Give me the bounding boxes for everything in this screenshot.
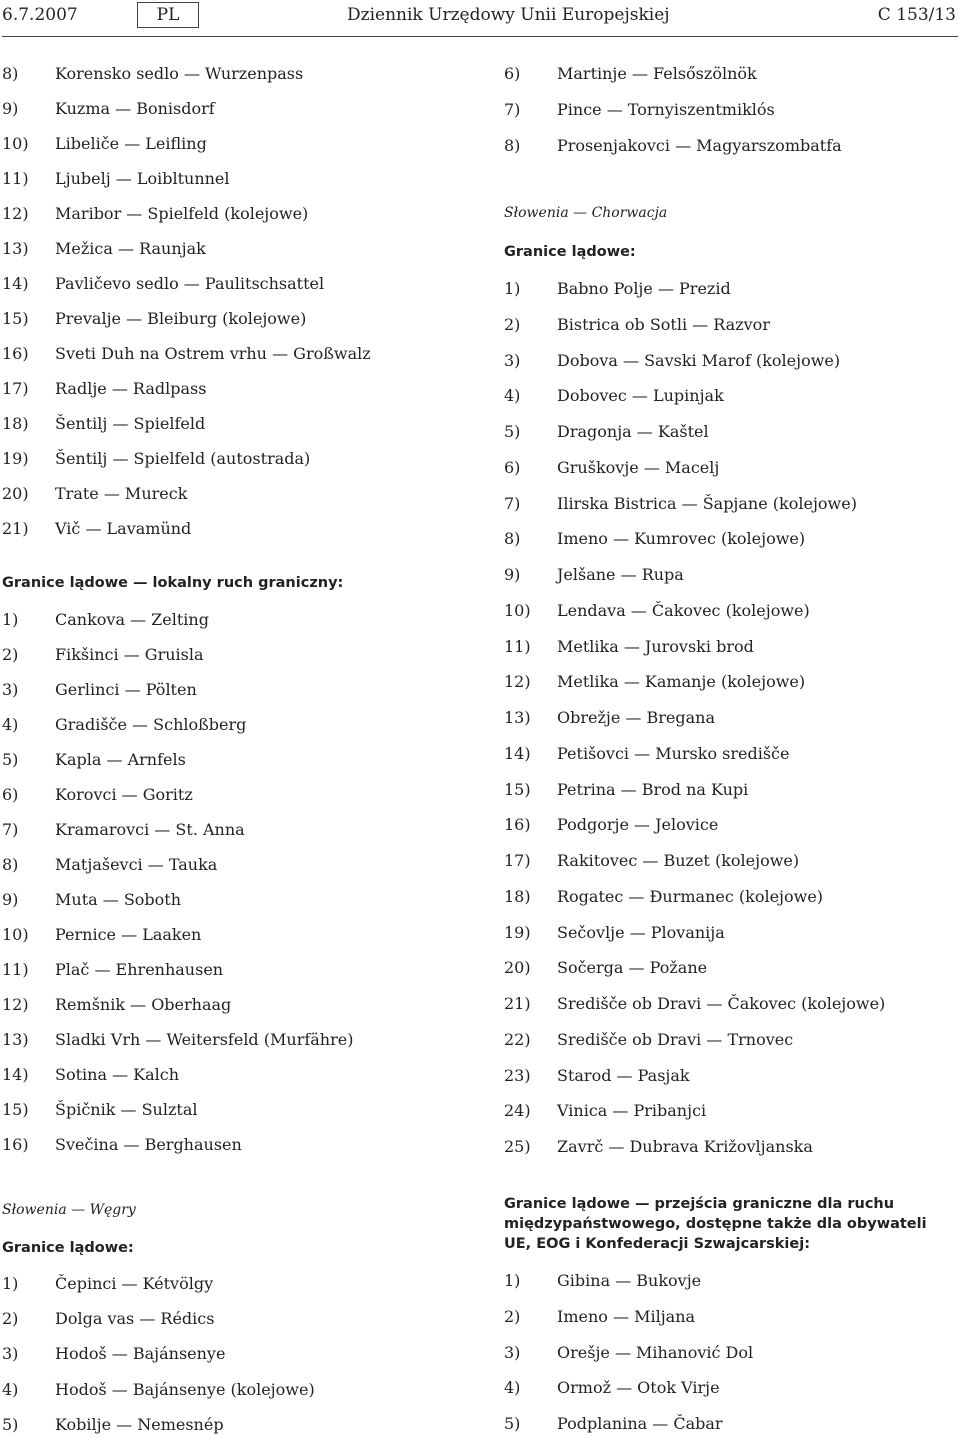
crossing-name: Ormož — Otok Virje — [557, 1378, 720, 1398]
item-number: 13) — [504, 708, 531, 727]
crossing-name: Trate — Mureck — [55, 484, 188, 503]
crossing-name: Muta — Soboth — [55, 890, 182, 909]
list-item — [504, 1028, 793, 1052]
crossing-name: Kapla — Arnfels — [55, 750, 186, 769]
list-item — [504, 921, 725, 945]
item-number: 22) — [504, 1029, 531, 1049]
list-item — [2, 993, 231, 1017]
item-number: 23) — [504, 1065, 531, 1085]
item-number: 10) — [2, 134, 29, 153]
crossing-name: Prevalje — Bleiburg (kolejowe) — [55, 309, 307, 328]
list-item — [2, 643, 204, 667]
crossing-name: Špičnik — Sulztal — [55, 1100, 198, 1119]
list-item — [2, 202, 308, 226]
crossing-name: Metlika — Jurovski brod — [557, 636, 754, 656]
list-item — [504, 992, 885, 1016]
item-number: 9) — [504, 565, 521, 584]
list-item — [2, 447, 310, 471]
crossing-name: Orešje — Mihanović Dol — [557, 1342, 754, 1362]
item-number: 2) — [504, 1306, 521, 1326]
list-item — [2, 713, 246, 737]
item-number: 12) — [2, 204, 29, 223]
item-number: 20) — [504, 958, 531, 978]
item-number: 16) — [2, 1135, 29, 1154]
crossing-name: Petrina — Brod na Kupi — [557, 779, 749, 799]
crossing-name: Središče ob Dravi — Čakovec (kolejowe) — [557, 994, 886, 1013]
crossing-name: Mežica — Raunjak — [55, 239, 206, 258]
list-item — [2, 132, 207, 156]
crossing-name: Babno Polje — Prezid — [557, 279, 731, 298]
item-number: 6) — [2, 785, 19, 804]
list-item — [2, 783, 193, 807]
crossing-name: Remšnik — Oberhaag — [55, 995, 232, 1014]
crossing-name: Podgorje — Jelovice — [557, 815, 719, 835]
crossing-name: Starod — Pasjak — [557, 1065, 690, 1085]
item-number: 5) — [2, 750, 19, 769]
list-item — [504, 778, 748, 802]
list-item — [2, 678, 197, 702]
item-number: 2) — [2, 645, 19, 664]
item-number: 24) — [504, 1101, 531, 1121]
crossing-name: Pernice — Laaken — [55, 925, 202, 944]
crossing-name: Gerlinci — Pölten — [55, 680, 197, 699]
item-number: 15) — [504, 779, 531, 799]
crossing-name: Sočerga — Požane — [557, 958, 708, 978]
crossing-name: Zavrč — Dubrava Križovljanska — [557, 1137, 813, 1156]
item-number: 3) — [2, 1344, 19, 1364]
crossing-name: Petišovci — Mursko središče — [557, 743, 790, 763]
item-number: 1) — [504, 279, 521, 298]
crossing-name: Sladki Vrh — Weitersfeld (Murfähre) — [55, 1030, 354, 1049]
list-item — [504, 1269, 701, 1293]
slovenia-croatia-subheading: Słowenia — Chorwacja — [504, 205, 668, 221]
list-item — [2, 307, 306, 331]
crossing-name: Radlje — Radlpass — [55, 379, 207, 398]
list-item — [504, 1064, 690, 1088]
crossing-name: Plač — Ehrenhausen — [55, 960, 224, 979]
crossing-name: Gradišče — Schloßberg — [55, 715, 247, 734]
crossing-name: Kuzma — Bonisdorf — [55, 99, 215, 118]
item-number: 11) — [2, 960, 29, 979]
list-item — [504, 384, 724, 408]
item-number: 3) — [504, 1342, 521, 1362]
item-number: 16) — [2, 344, 29, 363]
item-number: 21) — [504, 994, 531, 1013]
item-number: 18) — [504, 886, 531, 906]
list-item — [2, 237, 206, 261]
item-number: 8) — [504, 135, 521, 155]
item-number: 12) — [2, 995, 29, 1014]
crossing-name: Matjaševci — Tauka — [55, 855, 218, 874]
item-number: 8) — [2, 855, 19, 874]
list-item — [504, 62, 757, 86]
item-number: 19) — [2, 449, 29, 468]
list-item — [504, 349, 840, 373]
crossing-name: Imeno — Kumrovec (kolejowe) — [557, 529, 806, 549]
list-item — [2, 97, 215, 121]
crossing-name: Prosenjakovci — Magyarszombatfa — [557, 135, 842, 155]
international-traffic-heading: Granice lądowe — przejścia graniczne dla ruchu międzypaństwowego, dostępne także dla obywateli UE, EOG i Konfederacji Szwajcarskiej: — [504, 1196, 927, 1252]
crossing-name: Šentilj — Spielfeld (autostrada) — [55, 449, 311, 468]
item-number: 12) — [504, 672, 531, 692]
item-number: 17) — [504, 851, 531, 870]
list-item — [504, 1341, 753, 1365]
local-traffic-heading: Granice lądowe — lokalny ruch graniczny: — [2, 575, 344, 591]
list-item — [504, 420, 709, 444]
crossing-name: Dobovec — Lupinjak — [557, 386, 724, 406]
crossing-name: Martinje — Felsőszölnök — [557, 64, 757, 83]
item-number: 16) — [504, 815, 531, 835]
list-item — [2, 1307, 214, 1331]
crossing-name: Dragonja — Kaštel — [557, 422, 709, 441]
crossing-name: Jelšane — Rupa — [557, 565, 684, 584]
list-item — [504, 277, 731, 301]
language-badge: PL — [137, 2, 199, 28]
left-column — [2, 0, 472, 1438]
list-item — [504, 98, 775, 122]
item-number: 1) — [2, 610, 19, 629]
list-item — [504, 527, 805, 551]
list-item — [504, 635, 754, 659]
hungary-land-heading: Granice lądowe: — [2, 1240, 134, 1256]
item-number: 2) — [2, 1309, 19, 1329]
croatia-land-heading: Granice lądowe: — [504, 244, 636, 260]
item-number: 3) — [504, 350, 521, 370]
list-item — [504, 670, 805, 694]
crossing-name: Maribor — Spielfeld (kolejowe) — [55, 204, 309, 223]
list-item — [2, 1028, 353, 1052]
item-number: 10) — [2, 925, 29, 944]
list-item — [2, 888, 181, 912]
item-number: 15) — [2, 1100, 29, 1119]
item-number: 21) — [2, 519, 29, 538]
item-number: 5) — [504, 422, 521, 441]
item-number: 8) — [2, 64, 19, 83]
list-item — [504, 599, 810, 623]
crossing-name: Svečina — Berghausen — [55, 1135, 242, 1154]
crossing-name: Obrežje — Bregana — [557, 708, 716, 727]
list-item — [504, 706, 715, 730]
crossing-name: Sečovlje — Plovanija — [557, 922, 725, 942]
crossing-name: Imeno — Miljana — [557, 1306, 696, 1326]
list-item — [504, 1099, 706, 1123]
item-number: 1) — [504, 1271, 521, 1290]
item-number: 14) — [2, 1065, 29, 1084]
list-item — [504, 1412, 723, 1436]
crossing-name: Cankova — Zelting — [55, 610, 209, 629]
list-item — [2, 1098, 197, 1122]
item-number: 1) — [2, 1274, 19, 1293]
item-number: 9) — [2, 890, 19, 909]
item-number: 19) — [504, 922, 531, 942]
list-item — [2, 412, 205, 436]
crossing-name: Čepinci — Kétvölgy — [55, 1274, 214, 1293]
list-item — [504, 1135, 813, 1159]
crossing-name: Sotina — Kalch — [55, 1065, 180, 1084]
page-number: C 153/13 — [877, 5, 956, 25]
list-item — [2, 608, 209, 632]
journal-title: Dziennik Urzędowy Unii Europejskiej — [347, 5, 670, 25]
crossing-name: Bistrica ob Sotli — Razvor — [557, 314, 770, 334]
item-number: 15) — [2, 309, 29, 328]
crossing-name: Dolga vas — Rédics — [55, 1309, 215, 1329]
item-number: 11) — [2, 169, 29, 188]
crossing-name: Gibina — Bukovje — [557, 1271, 702, 1290]
list-item — [2, 167, 230, 191]
list-item — [2, 342, 371, 366]
crossing-name: Korovci — Goritz — [55, 785, 193, 804]
item-number: 6) — [504, 457, 521, 477]
crossing-name: Rakitovec — Buzet (kolejowe) — [557, 851, 800, 870]
list-item — [2, 923, 201, 947]
list-item — [2, 1378, 315, 1402]
list-item — [2, 517, 191, 541]
item-number: 4) — [2, 1379, 19, 1399]
crossing-name: Kramarovci — St. Anna — [55, 820, 245, 839]
list-item — [2, 818, 245, 842]
crossing-name: Hodoš — Bajánsenye (kolejowe) — [55, 1379, 315, 1399]
list-item — [2, 377, 206, 401]
crossing-name: Središče ob Dravi — Trnovec — [557, 1029, 794, 1049]
item-number: 4) — [504, 386, 521, 406]
crossing-name: Hodoš — Bajánsenye — [55, 1344, 226, 1364]
list-item — [504, 492, 857, 516]
item-number: 18) — [2, 414, 29, 433]
list-item — [504, 1305, 695, 1329]
crossing-name: Korensko sedlo — Wurzenpass — [55, 64, 304, 83]
list-item — [2, 1063, 179, 1087]
list-item — [2, 272, 324, 296]
list-item — [504, 885, 823, 909]
list-item — [2, 958, 223, 982]
list-item — [504, 956, 707, 980]
list-item — [2, 748, 186, 772]
list-item — [2, 853, 217, 877]
crossing-name: Dobova — Savski Marof (kolejowe) — [557, 350, 841, 370]
crossing-name: Lendava — Čakovec (kolejowe) — [557, 600, 810, 620]
crossing-name: Libeliče — Leifling — [55, 134, 207, 153]
item-number: 14) — [2, 274, 29, 293]
item-number: 9) — [2, 99, 19, 118]
crossing-name: Vič — Lavamünd — [55, 519, 192, 538]
crossing-name: Podplanina — Čabar — [557, 1414, 723, 1434]
list-item — [504, 742, 789, 766]
list-item — [2, 1133, 242, 1157]
item-number: 5) — [2, 1414, 19, 1434]
item-number: 14) — [504, 743, 531, 763]
list-item — [504, 456, 719, 480]
item-number: 4) — [2, 715, 19, 734]
crossing-name: Sveti Duh na Ostrem vrhu — Großwalz — [55, 344, 371, 363]
item-number: 7) — [504, 99, 521, 119]
item-number: 20) — [2, 484, 29, 503]
item-number: 3) — [2, 680, 19, 699]
right-column — [504, 0, 958, 1438]
item-number: 17) — [2, 379, 29, 398]
crossing-name: Ljubelj — Loibltunnel — [55, 169, 230, 188]
crossing-name: Ilirska Bistrica — Šapjane (kolejowe) — [557, 493, 857, 513]
slovenia-hungary-subheading: Słowenia — Węgry — [2, 1202, 136, 1218]
item-number: 5) — [504, 1414, 521, 1434]
crossing-name: Rogatec — Đurmanec (kolejowe) — [557, 886, 824, 906]
list-item — [2, 1342, 225, 1366]
crossing-name: Gruškovje — Macelj — [557, 457, 720, 477]
list-item — [504, 813, 718, 837]
crossing-name: Pince — Tornyiszentmiklós — [557, 99, 775, 119]
item-number: 11) — [504, 636, 531, 656]
item-number: 2) — [504, 314, 521, 334]
publication-date: 6.7.2007 — [2, 5, 78, 25]
item-number: 13) — [2, 1030, 29, 1049]
item-number: 13) — [2, 239, 29, 258]
list-item — [2, 1272, 213, 1296]
item-number: 7) — [504, 493, 521, 513]
crossing-name: Kobilje — Nemesnép — [55, 1414, 224, 1434]
crossing-name: Vinica — Pribanjci — [557, 1101, 707, 1121]
list-item — [504, 563, 684, 587]
list-item — [504, 313, 770, 337]
list-item — [2, 62, 303, 86]
list-item — [2, 482, 187, 506]
crossing-name: Pavličevo sedlo — Paulitschsattel — [55, 274, 325, 293]
list-item — [504, 134, 842, 158]
item-number: 4) — [504, 1378, 521, 1398]
item-number: 7) — [2, 820, 19, 839]
crossing-name: Fikšinci — Gruisla — [55, 645, 204, 664]
item-number: 8) — [504, 529, 521, 549]
list-item — [504, 1376, 720, 1400]
crossing-name: Šentilj — Spielfeld — [55, 414, 206, 433]
list-item — [504, 849, 799, 873]
item-number: 10) — [504, 600, 531, 620]
item-number: 6) — [504, 64, 521, 83]
item-number: 25) — [504, 1137, 531, 1156]
list-item — [2, 1413, 224, 1437]
crossing-name: Metlika — Kamanje (kolejowe) — [557, 672, 806, 692]
